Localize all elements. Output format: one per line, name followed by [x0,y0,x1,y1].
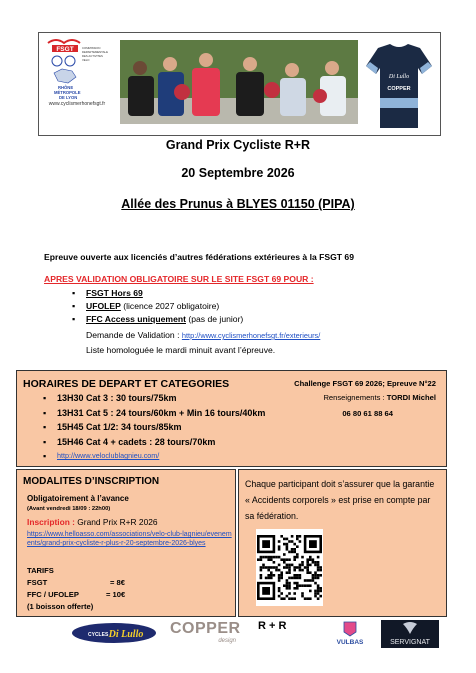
renseignements-label: Renseignements : [323,393,387,402]
vulbas-name: VULBAS [336,639,364,646]
inscription-label: Inscription : [27,517,75,527]
podium-photo [120,40,358,124]
svg-text:DEPARTEMENTALE: DEPARTEMENTALE [82,50,108,54]
avant-text: (Avant vendredi 18/09 : 22h00) [27,506,111,512]
fsgt-logo [44,37,108,100]
logo-org: FSGT [56,46,74,53]
helloasso-link[interactable]: https://www.helloasso.com/associations/velo-club-lagnieu/evenements/grand-prix-cycliste-r-plus-r-20-septembre-2026-blyes [27,531,232,547]
logo-site: www.cyclismerhonefsgt.fr [48,101,106,107]
sponsor-servignat [381,620,439,648]
validation-title: APRES VALIDATION OBLIGATOIRE SUR LE SITE FSGT 69 POUR : [44,274,314,284]
sponsor-copper [170,620,241,646]
jersey-image [364,42,434,130]
demande-line [86,330,466,340]
horaires-list [57,391,297,463]
horaire-link-item [57,449,297,463]
ffc-tarif-label: FFC / UFOLEP [27,590,79,599]
servignat-name: SERVIGNAT [390,639,430,646]
dilullo-prefix: CYCLES [88,632,109,638]
svg-text:MÉTROPOLE: MÉTROPOLE [54,90,81,95]
jersey-brand: Di Lullo [388,74,410,80]
svg-text:VELO: VELO [82,58,90,62]
horaires-box [16,370,447,467]
validation-item-ufolep: ▪ UFOLEP (licence 2027 obligatoire) [86,300,446,313]
challenge-text: Challenge FSGT 69 2026; Epreuve N°22 [294,379,436,388]
validation-item-ffc: ▪ FFC Access uniquement (pas de junior) [86,313,446,326]
horaire-item: ▪ 13H30 Cat 3 : 30 tours/75km [57,391,297,406]
demande-label: Demande de Validation : [86,330,182,340]
obligatoire-text: Obligatoirement à l’avance [27,494,129,503]
copper-sub: design [218,638,236,644]
fsgt-tarif-price: = 8€ [110,578,125,587]
intro-text: Epreuve ouverte aux licenciés d’autres fédérations extérieures à la FSGT 69 [44,252,354,262]
tarifs-label: TARIFS [27,566,54,575]
validation-item-fsgt: ▪ FSGT Hors 69 [86,287,446,300]
dilullo-name: Di Lullo [108,629,144,640]
event-title: Grand Prix Cycliste R+R [165,138,311,152]
horaire-item: ▪ 15H45 Cat 1/2: 34 tours/85km [57,420,297,435]
validation-list [86,287,446,326]
inscription-value: Grand Prix R+R 2026 [74,517,158,527]
sponsor-dilullo [70,620,158,646]
svg-text:COMMISSION: COMMISSION [82,46,101,50]
club-link[interactable]: http://www.veloclublagnieu.com/ [57,451,160,460]
renseignements-name: TORDI Michel [386,393,436,402]
svg-text:DE LYON: DE LYON [59,95,78,100]
sponsor-rr: R + R [258,620,287,632]
horaire-item: ▪ 13H31 Cat 5 : 24 tours/60km + Min 16 tours/40km [57,406,297,421]
phone-number: 06 80 61 88 64 [342,409,393,418]
modalites-box [16,469,236,617]
svg-text:DES ACTIVITES: DES ACTIVITES [82,54,103,58]
sponsor-vulbas [330,620,370,646]
copper-name: COPPER [170,620,241,637]
jersey-copper: COPPER [387,86,411,92]
ffc-tarif-price: = 10€ [106,590,126,599]
homologation-text: Liste homologuée le mardi minuit avant l’épreuve. [86,345,276,355]
boisson-text: (1 boisson offerte) [27,602,94,611]
horaires-title: HORAIRES DE DEPART ET CATEGORIES [23,378,230,390]
qr-code[interactable] [256,529,323,606]
demande-link[interactable]: http://www.cyclismerhonefsgt.fr/exterieurs/ [181,331,321,340]
event-location: Allée des Prunus à BLYES 01150 (PIPA) [121,197,355,211]
horaire-item: ▪ 15H46 Cat 4 + cadets : 28 tours/70km [57,435,297,450]
fsgt-tarif-label: FSGT [27,578,48,587]
event-date: 20 Septembre 2026 [181,166,295,180]
inscription-line [27,517,158,527]
modalites-title: MODALITES D’INSCRIPTION [23,476,160,487]
svg-text:RHÔNE: RHÔNE [58,85,74,90]
assurance-text: Chaque participant doit s’assurer que la garantie « Accidents corporels » est prise en compte par sa fédération. [245,479,435,521]
renseignements-line [323,393,436,402]
